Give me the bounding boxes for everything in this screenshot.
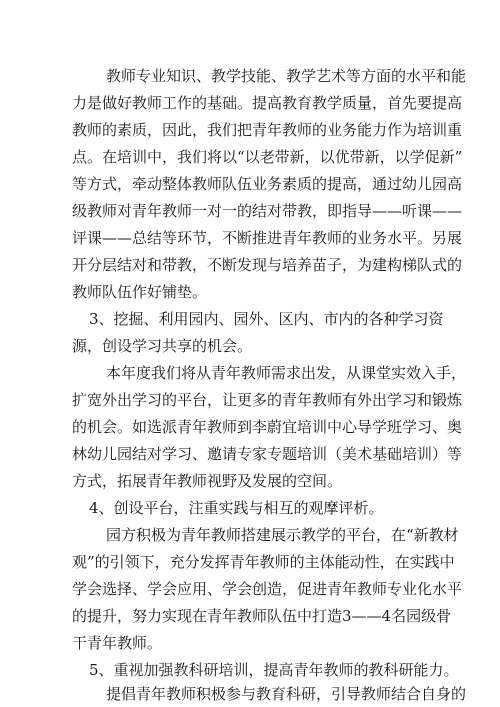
text-line: 开分层结对和带教，不断发现与培养苗子，为建构梯队式的 (72, 256, 463, 274)
section-heading: 4、创设平台，注重实践与相互的观摩评析。 (89, 499, 384, 517)
text-line: 教师专业知识、教学技能、教学艺术等方面的水平和能 (106, 67, 467, 85)
text-line: 教师的素质，因此，我们把青年教师的业务能力作为培训重 (72, 121, 463, 139)
text-line: 教师队伍作好铺垫。 (72, 283, 208, 301)
text-line: 的提升，努力实现在青年教师队伍中打造3——4名园级骨 (72, 607, 452, 625)
text-line: 评课——总结等环节，不断推进青年教师的业务水平。另展 (72, 229, 463, 247)
text-line: 林幼儿园结对学习、邀请专家专题培训（美术基础培训）等 (72, 445, 463, 463)
text-line: 扩宽外出学习的平台，让更多的青年教师有外出学习和锻炼 (72, 391, 463, 409)
text-line: 观”的引领下，充分发挥青年教师的主体能动性，在实践中 (72, 553, 455, 571)
text-line: 级教师对青年教师一对一的结对带教，即指导——听课—— (72, 202, 463, 220)
text-line: 本年度我们将从青年教师需求出发，从课堂实效入手， (106, 364, 467, 382)
text-line: 园方积极为青年教师搭建展示教学的平台，在“新教材 (106, 526, 459, 544)
text-line: 的机会。如选派青年教师到李蔚宜培训中心导学班学习、奥 (72, 418, 463, 436)
text-line: 点。在培训中，我们将以“以老带新，以优带新，以学促新” (72, 148, 463, 166)
text-line: 干青年教师。 (72, 634, 163, 652)
text-line: 力是做好教师工作的基础。提高教育教学质量，首先要提高 (72, 94, 463, 112)
text-line: 提倡青年教师积极参与教育科研，引导教师结合自身的 (106, 685, 467, 703)
text-line: 源，创设学习共享的机会。 (72, 337, 253, 355)
section-heading: 3、挖掘、利用园内、园外、区内、市内的各种学习资 (89, 310, 444, 328)
section-heading: 5、重视加强教科研培训，提高青年教师的教科研能力。 (89, 661, 459, 679)
text-line: 等方式，牵动整体教师队伍业务素质的提高，通过幼儿园高 (72, 175, 463, 193)
text-line: 学会选择、学会应用、学会创造，促进青年教师专业化水平 (72, 580, 463, 598)
text-line: 方式，拓展青年教师视野及发展的空间。 (72, 472, 343, 490)
